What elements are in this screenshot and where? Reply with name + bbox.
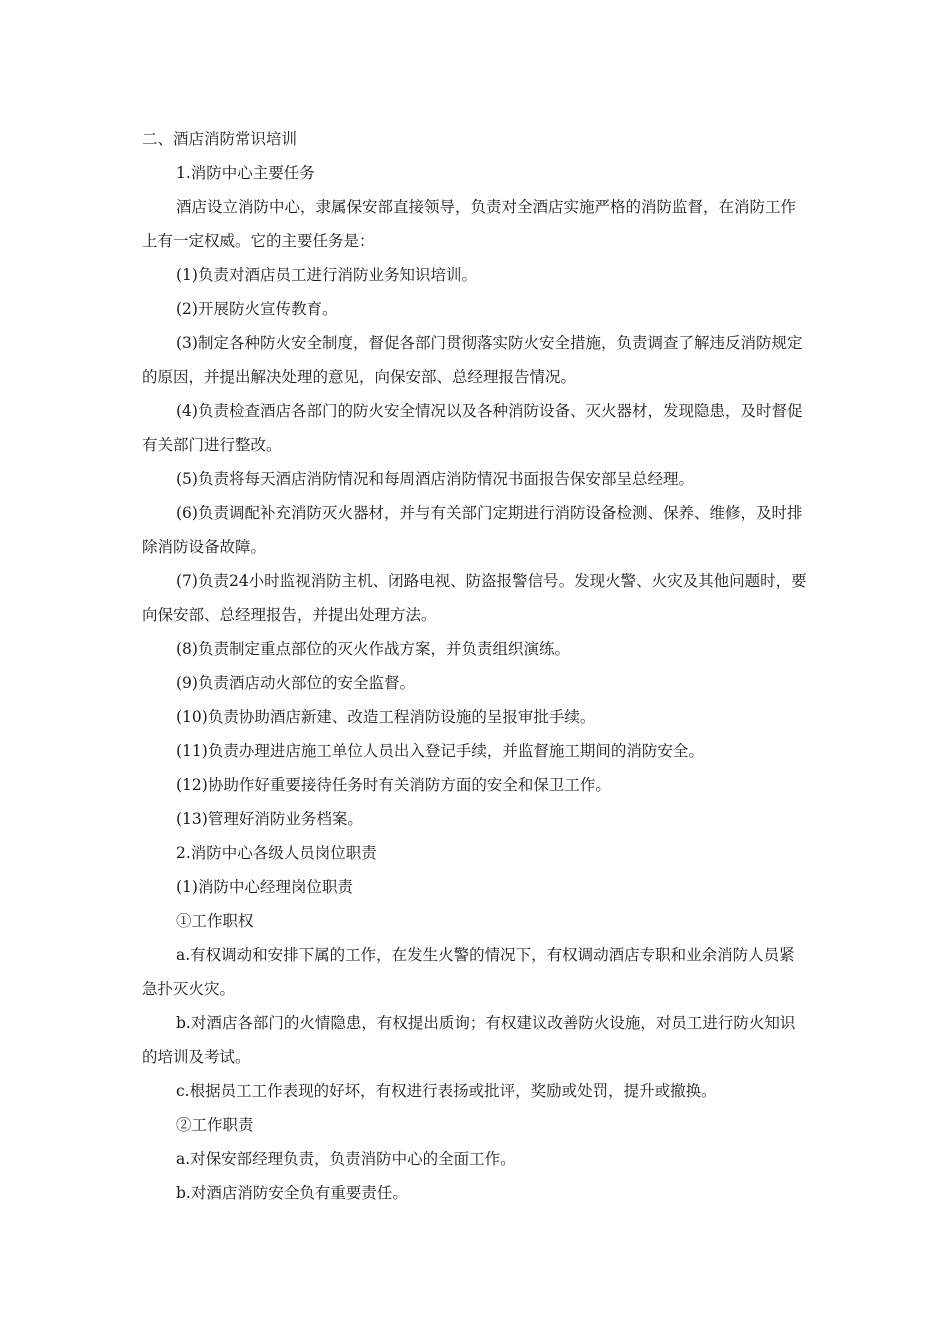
subsection-heading: 1.消防中心主要任务 — [176, 164, 315, 182]
list-item: (1)负责对酒店员工进行消防业务知识培训。 — [176, 266, 477, 284]
paragraph: 酒店设立消防中心，隶属保安部直接领导，负责对全酒店实施严格的消防监督，在消防工作上有一定权威。它的主要任务是： — [142, 198, 797, 250]
list-item: (4)负责检查酒店各部门的防火安全情况以及各种消防设备、灭火器材，发现隐患，及时督促有关部门进行整改。 — [142, 402, 803, 454]
list-item: b.对酒店各部门的火情隐患，有权提出质询；有权建议改善防火设施，对员工进行防火知识的培训及考试。 — [142, 1014, 796, 1066]
list-item: (7)负责24小时监视消防主机、闭路电视、防盗报警信号。发现火警、火灾及其他问题时，要向保安部、总经理报告，并提出处理方法。 — [142, 572, 807, 624]
subsection-heading: (1)消防中心经理岗位职责 — [176, 878, 353, 896]
subsection-heading: 2.消防中心各级人员岗位职责 — [176, 844, 377, 862]
list-item: a.有权调动和安排下属的工作，在发生火警的情况下，有权调动酒店专职和业余消防人员紧急扑灭火灾。 — [142, 946, 795, 998]
list-item: (8)负责制定重点部位的灭火作战方案，并负责组织演练。 — [176, 640, 570, 658]
list-item: a.对保安部经理负责，负责消防中心的全面工作。 — [176, 1150, 516, 1168]
list-item: (2)开展防火宣传教育。 — [176, 300, 338, 318]
list-item: (5)负责将每天酒店消防情况和每周酒店消防情况书面报告保安部呈总经理。 — [176, 470, 694, 488]
list-item: (13)管理好消防业务档案。 — [176, 810, 363, 828]
list-item: (10)负责协助酒店新建、改造工程消防设施的呈报审批手续。 — [176, 708, 596, 726]
list-item: c.根据员工工作表现的好坏，有权进行表扬或批评，奖励或处罚，提升或撤换。 — [176, 1082, 717, 1100]
list-item: b.对酒店消防安全负有重要责任。 — [176, 1184, 408, 1202]
list-item: (3)制定各种防火安全制度，督促各部门贯彻落实防火安全措施，负责调查了解违反消防规定的原因，并提出解决处理的意见，向保安部、总经理报告情况。 — [142, 334, 803, 386]
list-item: (9)负责酒店动火部位的安全监督。 — [176, 674, 415, 692]
list-item: (12)协助作好重要接待任务时有关消防方面的安全和保卫工作。 — [176, 776, 611, 794]
section-heading: 二、酒店消防常识培训 — [142, 130, 298, 148]
list-item: (11)负责办理进店施工单位人员出入登记手续，并监督施工期间的消防安全。 — [176, 742, 704, 760]
list-item: (6)负责调配补充消防灭火器材，并与有关部门定期进行消防设备检测、保养、维修，及时排除消防设备故障。 — [142, 504, 803, 556]
document-body — [142, 122, 810, 1210]
subsection-heading: ①工作职权 — [176, 912, 254, 930]
subsection-heading: ②工作职责 — [176, 1116, 254, 1134]
